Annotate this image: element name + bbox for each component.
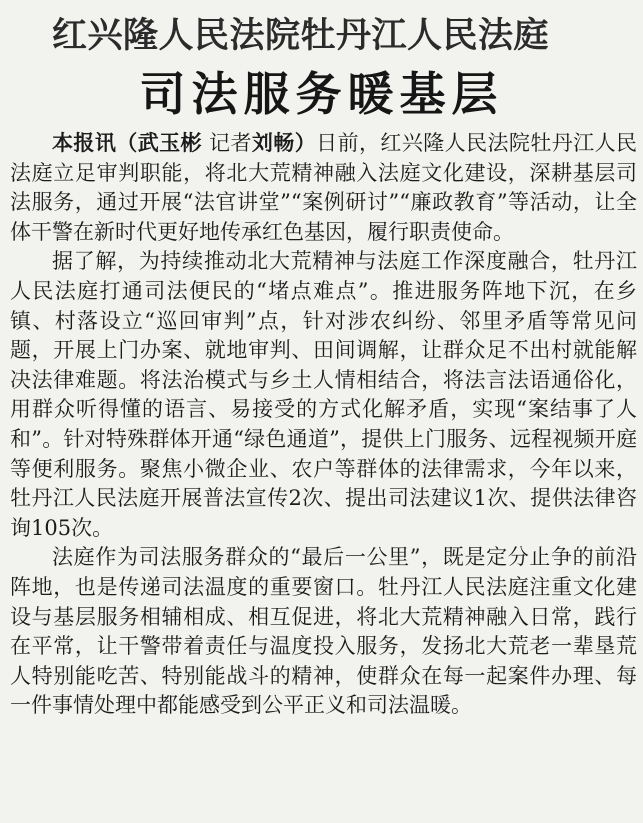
byline-tag: 本报讯 xyxy=(52,130,117,155)
byline-open-paren: （ xyxy=(116,130,138,155)
paragraph-3: 法庭作为司法服务群众的“最后一公里”，既是定分止争的前沿阵地，也是传递司法温度的重要窗口。牡丹江人民法庭注重文化建设与基层服务相辅相成、相互促进，将北大荒精神融入日常，践行在平常，让干警带着责任与温度投入服务，发扬北大荒老一辈垦荒人特别能吃苦、特别能战斗的精神，使群众在每一起案件办理、每一件事情处理中都能感受到公平正义和司法温暖。 xyxy=(10,545,637,718)
paragraph-1-text: 日前，红兴隆人民法院牡丹江人民法庭立足审判职能，将北大荒精神融入法庭文化建设，深耕基层司法服务，通过开展“法官讲堂”“案例研讨”“廉政教育”等活动，让全体干警在新时代更好地传承红色基因，履行职责使命。 xyxy=(10,131,638,244)
byline-close-paren: ） xyxy=(294,130,317,155)
article-body xyxy=(10,128,637,721)
article-headline: 司法服务暖基层 xyxy=(139,67,504,121)
byline-author: 武玉彬 xyxy=(137,130,202,155)
byline-reporter-label: 记者 xyxy=(201,131,252,155)
article-kicker: 红兴隆人民法院牡丹江人民法庭 xyxy=(52,16,550,56)
paragraph-2: 据了解，为持续推动北大荒精神与法庭工作深度融合，牡丹江人民法庭打通司法便民的“堵点难点”。推进服务阵地下沉，在乡镇、村落设立“巡回审判”点，针对涉农纠纷、邻里矛盾等常见问题，开展上门办案、就地审判、田间调解，让群众足不出村就能解决法律难题。将法治模式与乡土人情相结合，将法言法语通俗化，用群众听得懂的语言、易接受的方式化解矛盾，实现“案结事了人和”。针对特殊群体开通“绿色通道”，提供上门服务、远程视频开庭等便利服务。聚焦小微企业、农户等群体的法律需求，今年以来，牡丹江人民法庭开展普法宣传2次、提出司法建议1次、提供法律咨询105次。 xyxy=(10,249,637,540)
paragraph-1 xyxy=(10,128,637,247)
byline-reporter: 刘畅 xyxy=(251,130,295,155)
